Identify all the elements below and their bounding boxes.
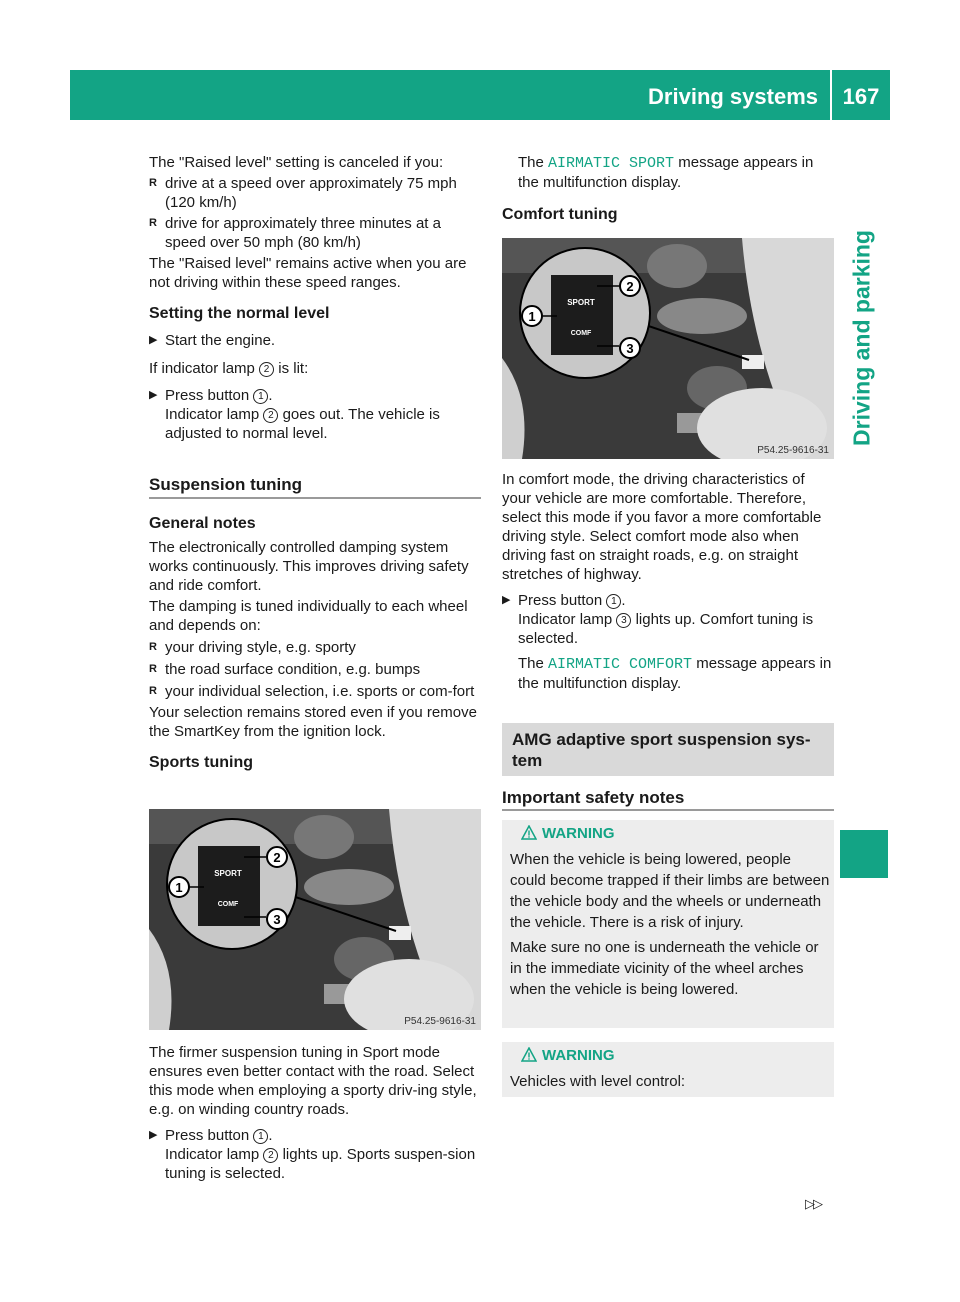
sport-label: SPORT [567, 298, 595, 307]
marker-2: 2 [263, 408, 278, 423]
marker-3: 3 [616, 613, 631, 628]
section-rule [502, 809, 834, 811]
figure-code: P54.25-9616-31 [757, 445, 829, 456]
callout-3: 3 [273, 912, 281, 927]
warning-text: Make sure no one is underneath the vehicle or in the immediate vicinity of the wheel arches when the vehicle is being lowered. [510, 939, 819, 998]
left-column-sports-text [149, 1043, 481, 1183]
marker-1: 1 [253, 389, 268, 404]
marker-1: 1 [606, 594, 621, 609]
warning-title: WARNING [542, 1047, 615, 1064]
warning-text: Vehicles with level control: [510, 1073, 686, 1090]
side-tab-marker [840, 830, 888, 878]
warning-body [510, 849, 830, 1000]
callout-1: 1 [175, 880, 183, 895]
warning-icon [521, 1047, 537, 1068]
bullet-item: R drive at a speed over approximately 75 mph (120 km/h) [149, 174, 481, 212]
step-item: ▶ Press button 1 . Indicator lamp 2 lights up. Sports suspen-sion tuning is selected. [149, 1126, 481, 1183]
amg-section-header [502, 723, 834, 776]
callout-1: 1 [528, 309, 536, 324]
bullet-item: R your individual selection, i.e. sports or com-fort [149, 682, 481, 701]
marker-2: 2 [259, 362, 274, 377]
bullet-item: R your driving style, e.g. sporty [149, 638, 481, 657]
marker-1: 1 [253, 1129, 268, 1144]
warning-icon [521, 825, 537, 846]
continued-arrows-icon: ▷▷ [805, 1196, 821, 1211]
warning-text: When the vehicle is being lowered, people could become trapped if their limbs are between the vehicle body and the wheels or underneath the vehicle. There is a risk of injury. [510, 851, 830, 931]
right-column-top [502, 153, 834, 224]
left-column-general [149, 514, 481, 772]
paragraph: The "Raised level" setting is canceled if you: [149, 154, 444, 171]
sports-tuning-figure [149, 809, 481, 1030]
heading-general-notes: General notes [149, 515, 256, 532]
airmatic-comfort-message: The AIRMATIC COMFORT message appears in the multifunction display. [518, 655, 832, 692]
console-illustration [502, 238, 834, 459]
paragraph: The damping is tuned individually to each wheel and depends on: [149, 598, 468, 634]
airmatic-sport-message: The AIRMATIC SPORT message appears in the multifunction display. [518, 154, 814, 191]
paragraph: If indicator lamp 2 is lit: [149, 360, 309, 377]
heading-suspension-tuning: Suspension tuning [149, 475, 302, 494]
paragraph: The electronically controlled damping system works continuously. This improves driving safety and ride comfort. [149, 539, 469, 594]
marker-2: 2 [263, 1148, 278, 1163]
warning-title: WARNING [542, 825, 615, 842]
callout-2: 2 [273, 850, 281, 865]
right-column-comfort-text [502, 470, 834, 693]
heading-safety-notes: Important safety notes [502, 788, 685, 807]
callout-3: 3 [626, 341, 634, 356]
page-number: 167 [842, 84, 880, 109]
step-item: ▶ Press button 1 . Indicator lamp 3 lights up. Comfort tuning is selected. [502, 591, 834, 648]
display-message-sport: AIRMATIC SPORT [548, 155, 675, 172]
comfort-tuning-figure [502, 238, 834, 459]
step-item: ▶ Press button 1 . Indicator lamp 2 goes out. The vehicle is adjusted to normal level. [149, 386, 481, 443]
warning-box [502, 1042, 834, 1097]
comf-label: COMF [217, 901, 239, 908]
paragraph: In comfort mode, the driving characteristics of your vehicle are more comfortable. Therefore, select this mode if you favor a more comfortable driving style. Select comfort mode also when driving fast on straight roads, e.g. on straight stretches of highway. [502, 471, 822, 583]
paragraph: The firmer suspension tuning in Sport mode ensures even better contact with the road. Select this mode when employing a sporty driv-ing style, e.g. on winding country roads. [149, 1044, 477, 1118]
step-item: ▶ Start the engine. [149, 331, 481, 350]
heading-amg: AMG adaptive sport suspension sys-tem [512, 730, 811, 770]
figure-code: P54.25-9616-31 [404, 1016, 476, 1027]
heading-sports-tuning: Sports tuning [149, 754, 253, 771]
section-rule [149, 497, 481, 499]
paragraph: Your selection remains stored even if you remove the SmartKey from the ignition lock. [149, 704, 477, 740]
side-tab [838, 195, 886, 480]
heading-comfort-tuning: Comfort tuning [502, 206, 618, 223]
heading-normal-level: Setting the normal level [149, 305, 330, 322]
comf-label: COMF [570, 330, 592, 337]
callout-2: 2 [626, 279, 634, 294]
section-title: Driving systems [648, 84, 818, 109]
bullet-item: R drive for approximately three minutes at a speed over 50 mph (80 km/h) [149, 214, 481, 252]
console-illustration [149, 809, 481, 1030]
paragraph: The "Raised level" remains active when you are not driving within these speed ranges. [149, 255, 467, 291]
left-column-top [149, 153, 481, 443]
bullet-item: R the road surface condition, e.g. bumps [149, 660, 481, 679]
side-tab-label: Driving and parking [848, 229, 875, 446]
sport-label: SPORT [214, 869, 242, 878]
display-message-comfort: AIRMATIC COMFORT [548, 656, 693, 673]
warning-box [502, 820, 834, 1028]
